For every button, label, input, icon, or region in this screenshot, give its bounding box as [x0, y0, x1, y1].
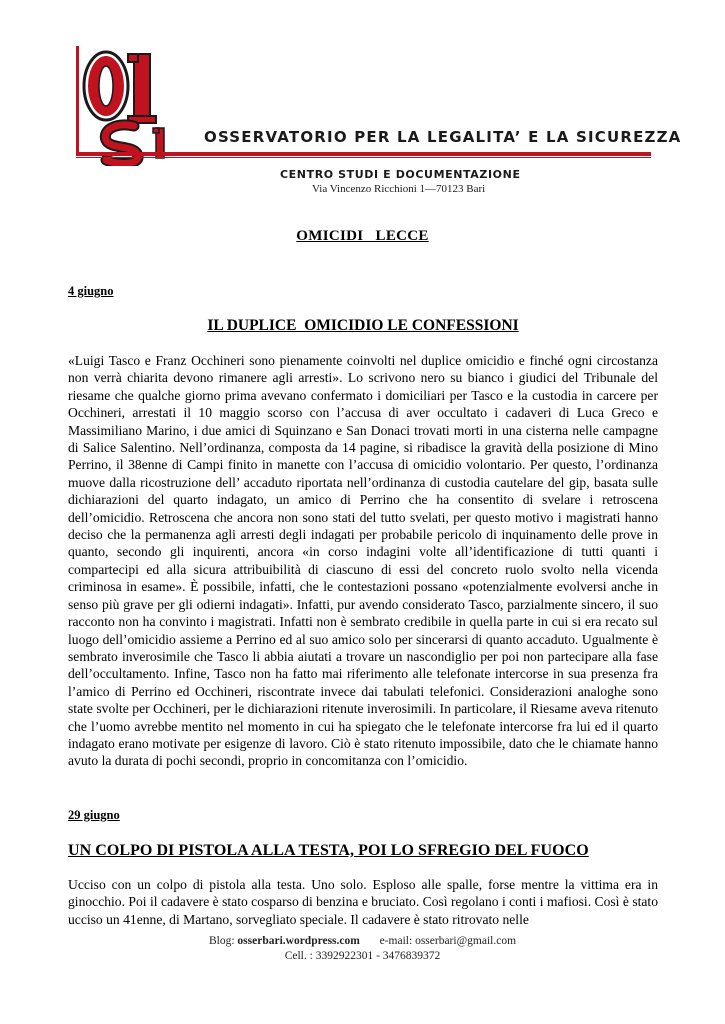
cell-label: Cell. : [284, 950, 313, 962]
phone-separator: - [376, 950, 380, 962]
email-label: e-mail: [379, 935, 413, 947]
header-divider-thin [76, 157, 651, 158]
org-subtitle: CENTRO STUDI E DOCUMENTAZIONE [280, 168, 521, 181]
header-divider [76, 152, 651, 156]
email-link[interactable]: osserbari@gmail.com [415, 935, 517, 947]
org-address: Via Vincenzo Ricchioni 1—70123 Bari [312, 183, 486, 195]
section-date: 29 giugno [68, 808, 120, 822]
logo [76, 46, 206, 166]
blog-label: Blog: [208, 935, 235, 947]
footer-contacts [0, 935, 725, 947]
blog-link[interactable]: osserbari.wordpress.com [237, 935, 360, 947]
org-name: OSSERVATORIO PER LA LEGALITA’ E LA SICUREZZA [204, 128, 682, 146]
phone-number: 3392922301 [315, 950, 374, 962]
section-date: 4 giugno [68, 284, 114, 298]
oss-logo-icon [76, 46, 206, 166]
article-paragraph: «Luigi Tasco e Franz Occhineri sono pienamente coinvolti nel duplice omicidio e finché ogni circostanza non verrà chiarita devono rimanere agli arresti». Lo scrivono nero su bianco i giudici del Tribunale del riesame che qualche giorno prima avevano confermato i domiciliari per Tasco e la custodia in carcere per Occhineri, arrestati il 10 maggio scorso con l’accusa di aver occultato i cadaveri di Luca Greco e Massimiliano Marino, i due amici di Squinzano e San Donaci trovati morti in una cisterna nelle campagne di Salice Salentino. Nell’ordinanza, composta da 14 pagine, si ribadisce la gravità della posizione di Mino Perrino, il 38enne di Campi finito in manette con l’accusa di omicidio volontario. Per questo, l’ordinanza muove dalla ricostruzione dell’ accaduto riportata nell’ordinanza di custodia cautelare del gip, basata sulle dichiarazioni del quarto indagato, un amico di Perrino che ha consentito di svelare i retroscena dell’omicidio. Retroscena che ancora non sono stati del tutto svelati, per questo motivo i magistrati hanno deciso che la permanenza agli arresti degli indagati per probabile pericolo di inquinamento delle prove in quanto, secondo gli inquirenti, ancora «in corso indagini volte all’identificazione di tutti quanti i compartecipi ed alla sicura attribuibilità di ciascuno di essi del concreto ruolo svolto nella vicenda criminosa in esame». È possibile, infatti, che le contestazioni possano «potenzialmente evolversi anche in senso più grave per gli odierni indagati». Infatti, pur avendo considerato Tasco, parzialmente sincero, il suo racconto non ha convinto i magistrati. Infatti non è sembrato credibile in quella parte in cui si era recato sul luogo dell’omicidio assieme a Perrino ed al suo amico solo per sincerarsi di quanto accaduto. Ugualmente è sembrato inverosimile che Tasco li abbia aiutati a trovare un nascondiglio per poi non partecipare alla fase dell’occultamento. Infine, Tasco non ha fatto mai riferimento alle telefonate intercorse in sua presenza fra l’amico di Perrino ed Occhineri, riscontrate invece dai tabulati telefonici. Considerazioni analoghe sono state svolte per Occhineri, per le dichiarazioni ritenute inverosimili. In particolare, il Riesame aveva ritenuto che l’uomo avrebbe mentito nel momento in cui ha spiegato che le telefonate intercorse fra lui ed il quarto indagato erano motivate per esigenze di lavoro. Ciò è stato ritenuto impossibile, dato che le chiamate hanno avuto la durata di pochi secondi, proprio in concomitanza con l’omicidio. [68, 353, 658, 769]
footer-phones [0, 950, 725, 962]
article-paragraph: Ucciso con un colpo di pistola alla testa. Uno solo. Esploso alle spalle, forse mentre la vittima era in ginocchio. Poi il cadavere è stato cosparso di benzina e bruciato. Così regolano i conti i mafiosi. Così è stato ucciso un 41enne, di Martano, sorvegliato speciale. Il cadavere è stato ritrovato nelle [68, 877, 658, 927]
section-headline: IL DUPLICE OMICIDIO LE CONFESSIONI [207, 317, 519, 334]
phone-number: 3476839372 [382, 950, 441, 962]
page-title: OMICIDI LECCE [296, 228, 429, 244]
section-headline: UN COLPO DI PISTOLA ALLA TESTA, POI LO SFREGIO DEL FUOCO [68, 842, 589, 859]
